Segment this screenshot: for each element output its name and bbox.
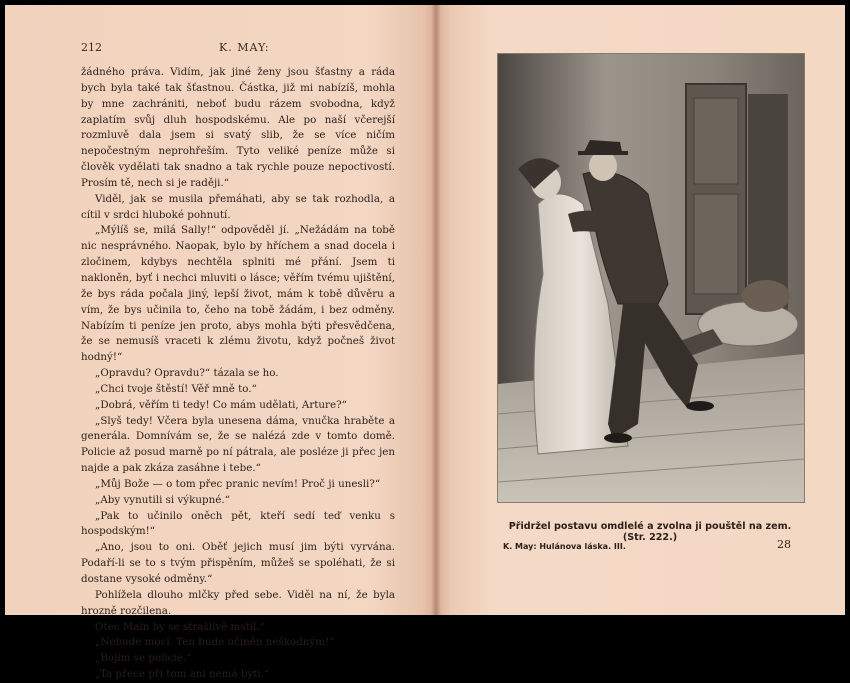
paragraph: „Dobrá, věřím ti tedy! Co mám udělati, Arture?“: [95, 398, 347, 411]
paragraph: „Ta přece při tom ani nemá býti.“: [95, 668, 270, 681]
paragraph: „Bojím se policie.“: [95, 652, 192, 665]
page-number: 212: [81, 41, 102, 54]
running-head: [5, 41, 435, 57]
paragraph: „Můj Bože — o tom přec pranic nevím! Proč ji unesli?“: [95, 477, 381, 490]
body-text: [81, 65, 395, 683]
paragraph: Viděl, jak se musila přemáhati, aby se tak rozhodla, a cítil v srdci hluboké pohnutí.: [81, 192, 395, 221]
paragraph: Otec Main by se strašlivě mstil.“: [95, 620, 265, 633]
footer-title: K. May: Hulánova láska. III.: [503, 542, 626, 551]
paragraph: Pohlížela dlouho mlčky před sebe. Viděl na ní, že byla hrozně rozčilena.: [81, 588, 395, 617]
book-spread: [5, 5, 845, 681]
paragraph: žádného práva. Vidím, jak jiné ženy jsou šťastny a ráda bych byla také tak šťastnou. Částka, již mi nabízíš, mohla by mne zachrániti, neboť budu rázem svobodna, když zaplatím svůj dluh hospodskému. Ale po naší včerejší rozmluvě dala jsem si svatý slib, že se více ničím nepočestným neprohřeším. Tyto veliké peníze může si člověk vydělati tak snadno a tak rychle pouze nepoctivostí. Prosím tě, nech si je raději.“: [81, 66, 395, 189]
paragraph: „Nebude moci. Ten bude učiněn neškodným!“: [95, 636, 335, 649]
paragraph: „Mýlíš se, milá Sally!“ odpověděl jí. „Nežádám na tobě nic nesprávného. Naopak, bylo by hříchem a snad docela i zločinem, kdybys nechtěla splniti mé přání. Jsem ti nakloněn, byť i nechci mluviti o lásce; věřím tvému ujištění, že bys ráda počala jiný, lepší život, mám k tobě důvěru a vím, že bys učinila to, čeho na tobě žádám, i bez odměny. Nabízím ti peníze jen proto, abys mohla býti přesvědčena, že se nemusíš vraceti k zlému životu, když počneš život hodný!“: [81, 224, 395, 364]
paragraph: „Pak to učinilo oněch pět, kteří sedí teď venku s hospodským!“: [81, 509, 395, 538]
paragraph: „Slyš tedy! Včera byla unesena dáma, vnučka hraběte a generála. Domnívám se, že se nalézá zde v tomto domě. Policie až posud marně po ní pátrala, ale posléze ji přec jen najde a pak zkáza zasáhne i tebe.“: [81, 414, 395, 475]
paragraph: „Opravdu? Opravdu?“ tázala se ho.: [95, 367, 279, 380]
paragraph: „Aby vynutili si výkupné.“: [95, 493, 230, 506]
illustration-caption: Přidržel postavu omdlelé a zvolna ji pouštěl na zem. (Str. 222.): [508, 521, 792, 543]
running-title: K. MAY:: [219, 41, 270, 54]
paragraph: „Chci tvoje štěstí! Věř mně to.“: [95, 382, 257, 395]
left-page: [5, 5, 435, 681]
book-gutter: [431, 5, 441, 615]
signature-number: 28: [777, 538, 791, 551]
paragraph: „Ano, jsou to oni. Oběť jejich musí jim býti vyrvána. Podaří-li se to s tvým přispěním, můžeš se spoléhati, že si dostane vysoké odměny.“: [81, 541, 395, 585]
illustration: [497, 53, 805, 503]
